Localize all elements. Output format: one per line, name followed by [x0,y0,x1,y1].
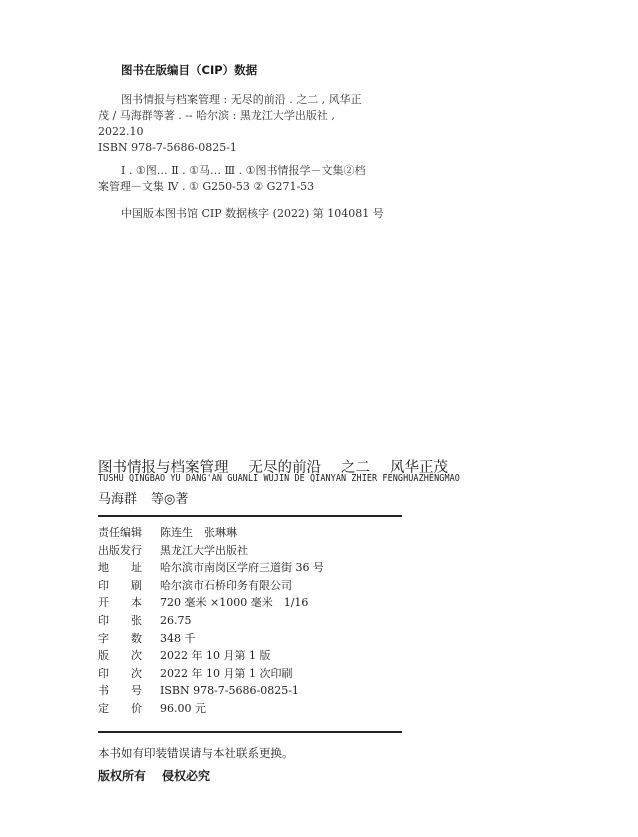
author-line [98,488,188,507]
info-value: 陈连生 张琳琳 [160,526,237,539]
info-label: 定 价 [98,701,142,715]
info-label: 印 次 [98,666,142,680]
info-value: 720 毫米 ×1000 毫米 1/16 [160,596,309,610]
info-label: 地 址 [98,561,142,575]
info-value: 96.00 元 [160,701,206,715]
info-label: 印 刷 [98,578,142,592]
title-pinyin: TUSHU QINGBAO YU DANG'AN GUANLI WUJIN DE QIANYAN ZHIER FENGHUAZHENGMAO [98,473,460,484]
top-divider [98,515,402,517]
rights-reserved: 版权所有 [98,769,147,783]
cip-catalog-note: 中国版本图书馆 CIP 数据核字 (2022) 第 104081 号 [121,207,384,220]
info-label: 字 数 [98,631,142,645]
info-label: 开 本 [98,596,142,610]
cip-subject-line-1: Ⅰ . ①图… Ⅱ . ①马… Ⅲ . ①图书情报学－文集②档 [121,164,366,177]
info-row [98,542,324,560]
info-row [98,594,324,612]
info-row [98,665,324,683]
info-value: 黑龙江大学出版社 [160,543,248,557]
info-value: ISBN 978-7-5686-0825-1 [160,684,299,698]
info-label: 出版发行 [98,543,142,557]
info-row [98,682,324,700]
title-sub2: 之二 [341,460,370,476]
info-label: 书 号 [98,684,142,698]
cip-record-line-1: 图书情报与档案管理 : 无尽的前沿 . 之二 , 风华正 [121,93,362,106]
author-role: 等◎著 [151,492,189,507]
info-value: 348 千 [160,631,196,645]
info-row [98,700,324,718]
info-label: 印 张 [98,613,142,627]
misprint-notice: 本书如有印装错误请与本社联系更换。 [98,746,294,760]
cip-heading: 图书在版编目（CIP）数据 [121,63,258,77]
cip-record-line-3: 2022.10 [98,125,144,138]
info-label: 责任编辑 [98,526,142,539]
title-sub1: 无尽的前沿 [248,460,321,476]
info-row [98,524,324,542]
info-value: 哈尔滨市南岗区学府三道街 36 号 [160,561,324,575]
cip-isbn-line: ISBN 978-7-5686-0825-1 [98,141,237,154]
copyright-line [98,767,226,784]
info-label: 版 次 [98,649,142,663]
author-name: 马海群 [98,492,138,507]
bottom-divider [98,731,402,733]
info-row [98,612,324,630]
info-value: 26.75 [160,613,192,627]
info-row [98,630,324,648]
info-row [98,559,324,577]
title-main: 图书情报与档案管理 [98,460,229,476]
info-value: 2022 年 10 月第 1 次印刷 [160,666,293,680]
cip-subject-line-2: 案管理－文集 Ⅳ . ① G250-53 ② G271-53 [98,180,315,193]
title-sub3: 风华正茂 [390,460,448,476]
infringement-notice: 侵权必究 [162,769,211,783]
publication-info [98,524,324,718]
info-value: 2022 年 10 月第 1 版 [160,649,271,663]
cip-record-line-2: 茂 / 马海群等著 . -- 哈尔滨 : 黑龙江大学出版社 , [98,109,335,122]
info-row [98,647,324,665]
info-row [98,577,324,595]
info-value: 哈尔滨市石桥印务有限公司 [160,578,292,592]
